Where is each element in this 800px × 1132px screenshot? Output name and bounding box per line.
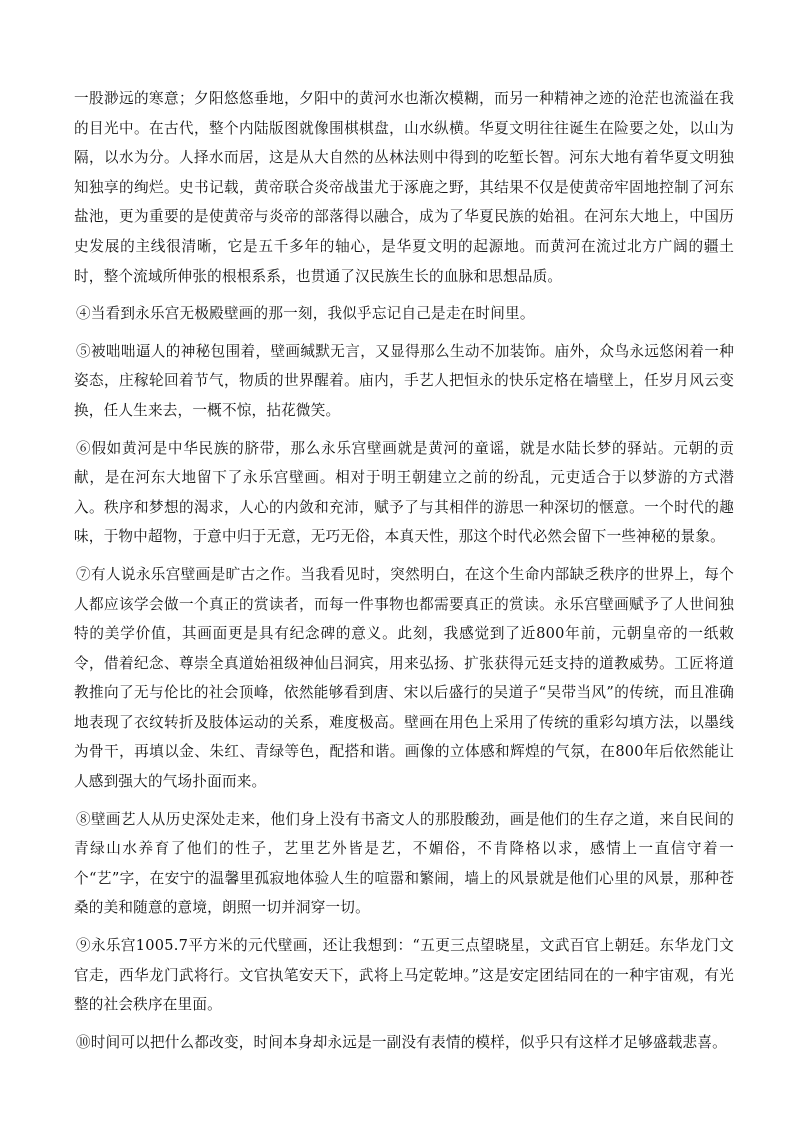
paragraph-continued: 一股渺远的寒意；夕阳悠悠垂地，夕阳中的黄河水也渐次模糊，而另一种精神之迹的沧茫也流溢在我的目光中。在古代，整个内陆版图就像围棋棋盘，山水纵横。华夏文明往往诞生在险要之处，以山为隔，以水为分。人择水而居，这是从大自然的丛林法则中得到的吃堑长智。河东大地有着华夏文明独知独享的绚烂。史书记载，黄帝联合炎帝战蚩尤于涿鹿之野，其结果不仅是使黄帝牢固地控制了河东盐池，更为重要的是使黄帝与炎帝的部落得以融合，成为了华夏民族的始祖。在河东大地上，中国历史发展的主线很清晰，它是五千多年的轴心，是华夏文明的起源地。而黄河在流过北方广阔的疆土时，整个流域所伸张的根根系系，也贯通了汉民族生长的血脉和思想品质。 [74,90,734,285]
paragraph-gap [74,1020,734,1028]
paragraph-7: ⑦有人说永乐宫壁画是旷古之作。当我看见时，突然明白，在这个生命内部缺乏秩序的世界上，每个人都应该学会做一个真正的赏读者，而每一件事物也都需要真正的赏读。永乐宫壁画赋予了人世间独特的美学价值，其画面更是具有纪念碑的意义。此刻，我感觉到了近800年前，元朝皇帝的一纸敕令，借着纪念、尊崇全真道始祖级神仙吕洞宾，用来弘扬、扩张获得元廷支持的道教威势。工匠将道教推向了无与伦比的社会顶峰，依然能够看到唐、宋以后盛行的吴道子“吴带当风”的传统，而且准确地表现了衣纹转折及肢体运动的关系，难度极高。壁画在用色上采用了传统的重彩勾填方法，以墨线为骨干，再填以金、朱红、青绿等色，配搭和谐。画像的立体感和辉煌的气氛，在800年后依然能让人感到强大的气场扑面而来。 [74,565,734,791]
paragraph-gap [74,291,734,299]
paragraph-9: ⑨永乐宫1005.7平方米的元代壁画，还让我想到：“五更三点望晓星，文武百官上朝廷。东华龙门文官走，西华龙门武将行。文官执笔安天下，武将上马定乾坤。”这是安定团结同在的一种宇宙观，有光整的社会秩序在里面。 [74,937,734,1014]
paragraph-gap [74,797,734,805]
paragraph-gap [74,552,734,560]
paragraph-5: ⑤被咄咄逼人的神秘包围着，壁画缄默无言，又显得那么生动不加装饰。庙外，众鸟永远悠闲着一种姿态，庄稼轮回着节气，物质的世界醒着。庙内，手艺人把恒永的快乐定格在墙壁上，任岁月风云变换，任人生来去，一概不惊，拈花微笑。 [74,342,734,419]
paragraph-10: ⑩时间可以把什么都改变，时间本身却永远是一副没有表情的模样，似乎只有这样才足够盛载悲喜。 [76,1033,727,1051]
paragraph-8: ⑧壁画艺人从历史深处走来，他们身上没有书斋文人的那股酸劲，画是他们的生存之道，来自民间的青绿山水养育了他们的性子，艺里艺外皆是艺，不媚俗，不肯降格以求，感情上一直信守着一个“艺”字，在安宁的温馨里孤寂地体验人生的喧嚣和繁闹，墙上的风景就是他们心里的风景，那种苍桑的美和随意的意境，朗照一切并洞穿一切。 [74,810,734,917]
paragraph-gap [74,426,734,434]
paragraph-gap [74,923,734,931]
document-body [74,84,734,1057]
paragraph-4: ④当看到永乐宫无极殿壁画的那一刻，我似乎忘记自己是走在时间里。 [76,305,535,323]
paragraph-gap [74,329,734,337]
paragraph-6: ⑥假如黄河是中华民族的脐带，那么永乐宫壁画就是黄河的童谣，就是水陆长梦的驿站。元朝的贡献，是在河东大地留下了永乐宫壁画。相对于明王朝建立之前的纷乱，元吏适合于以梦游的方式潜入。秩序和梦想的渴求，人心的内敛和充沛，赋予了与其相伴的游思一种深切的惬意。一个时代的趣味，于物中超物，于意中归于无意，无巧无俗，本真天性，那这个时代必然会留下一些神秘的景象。 [74,439,734,546]
